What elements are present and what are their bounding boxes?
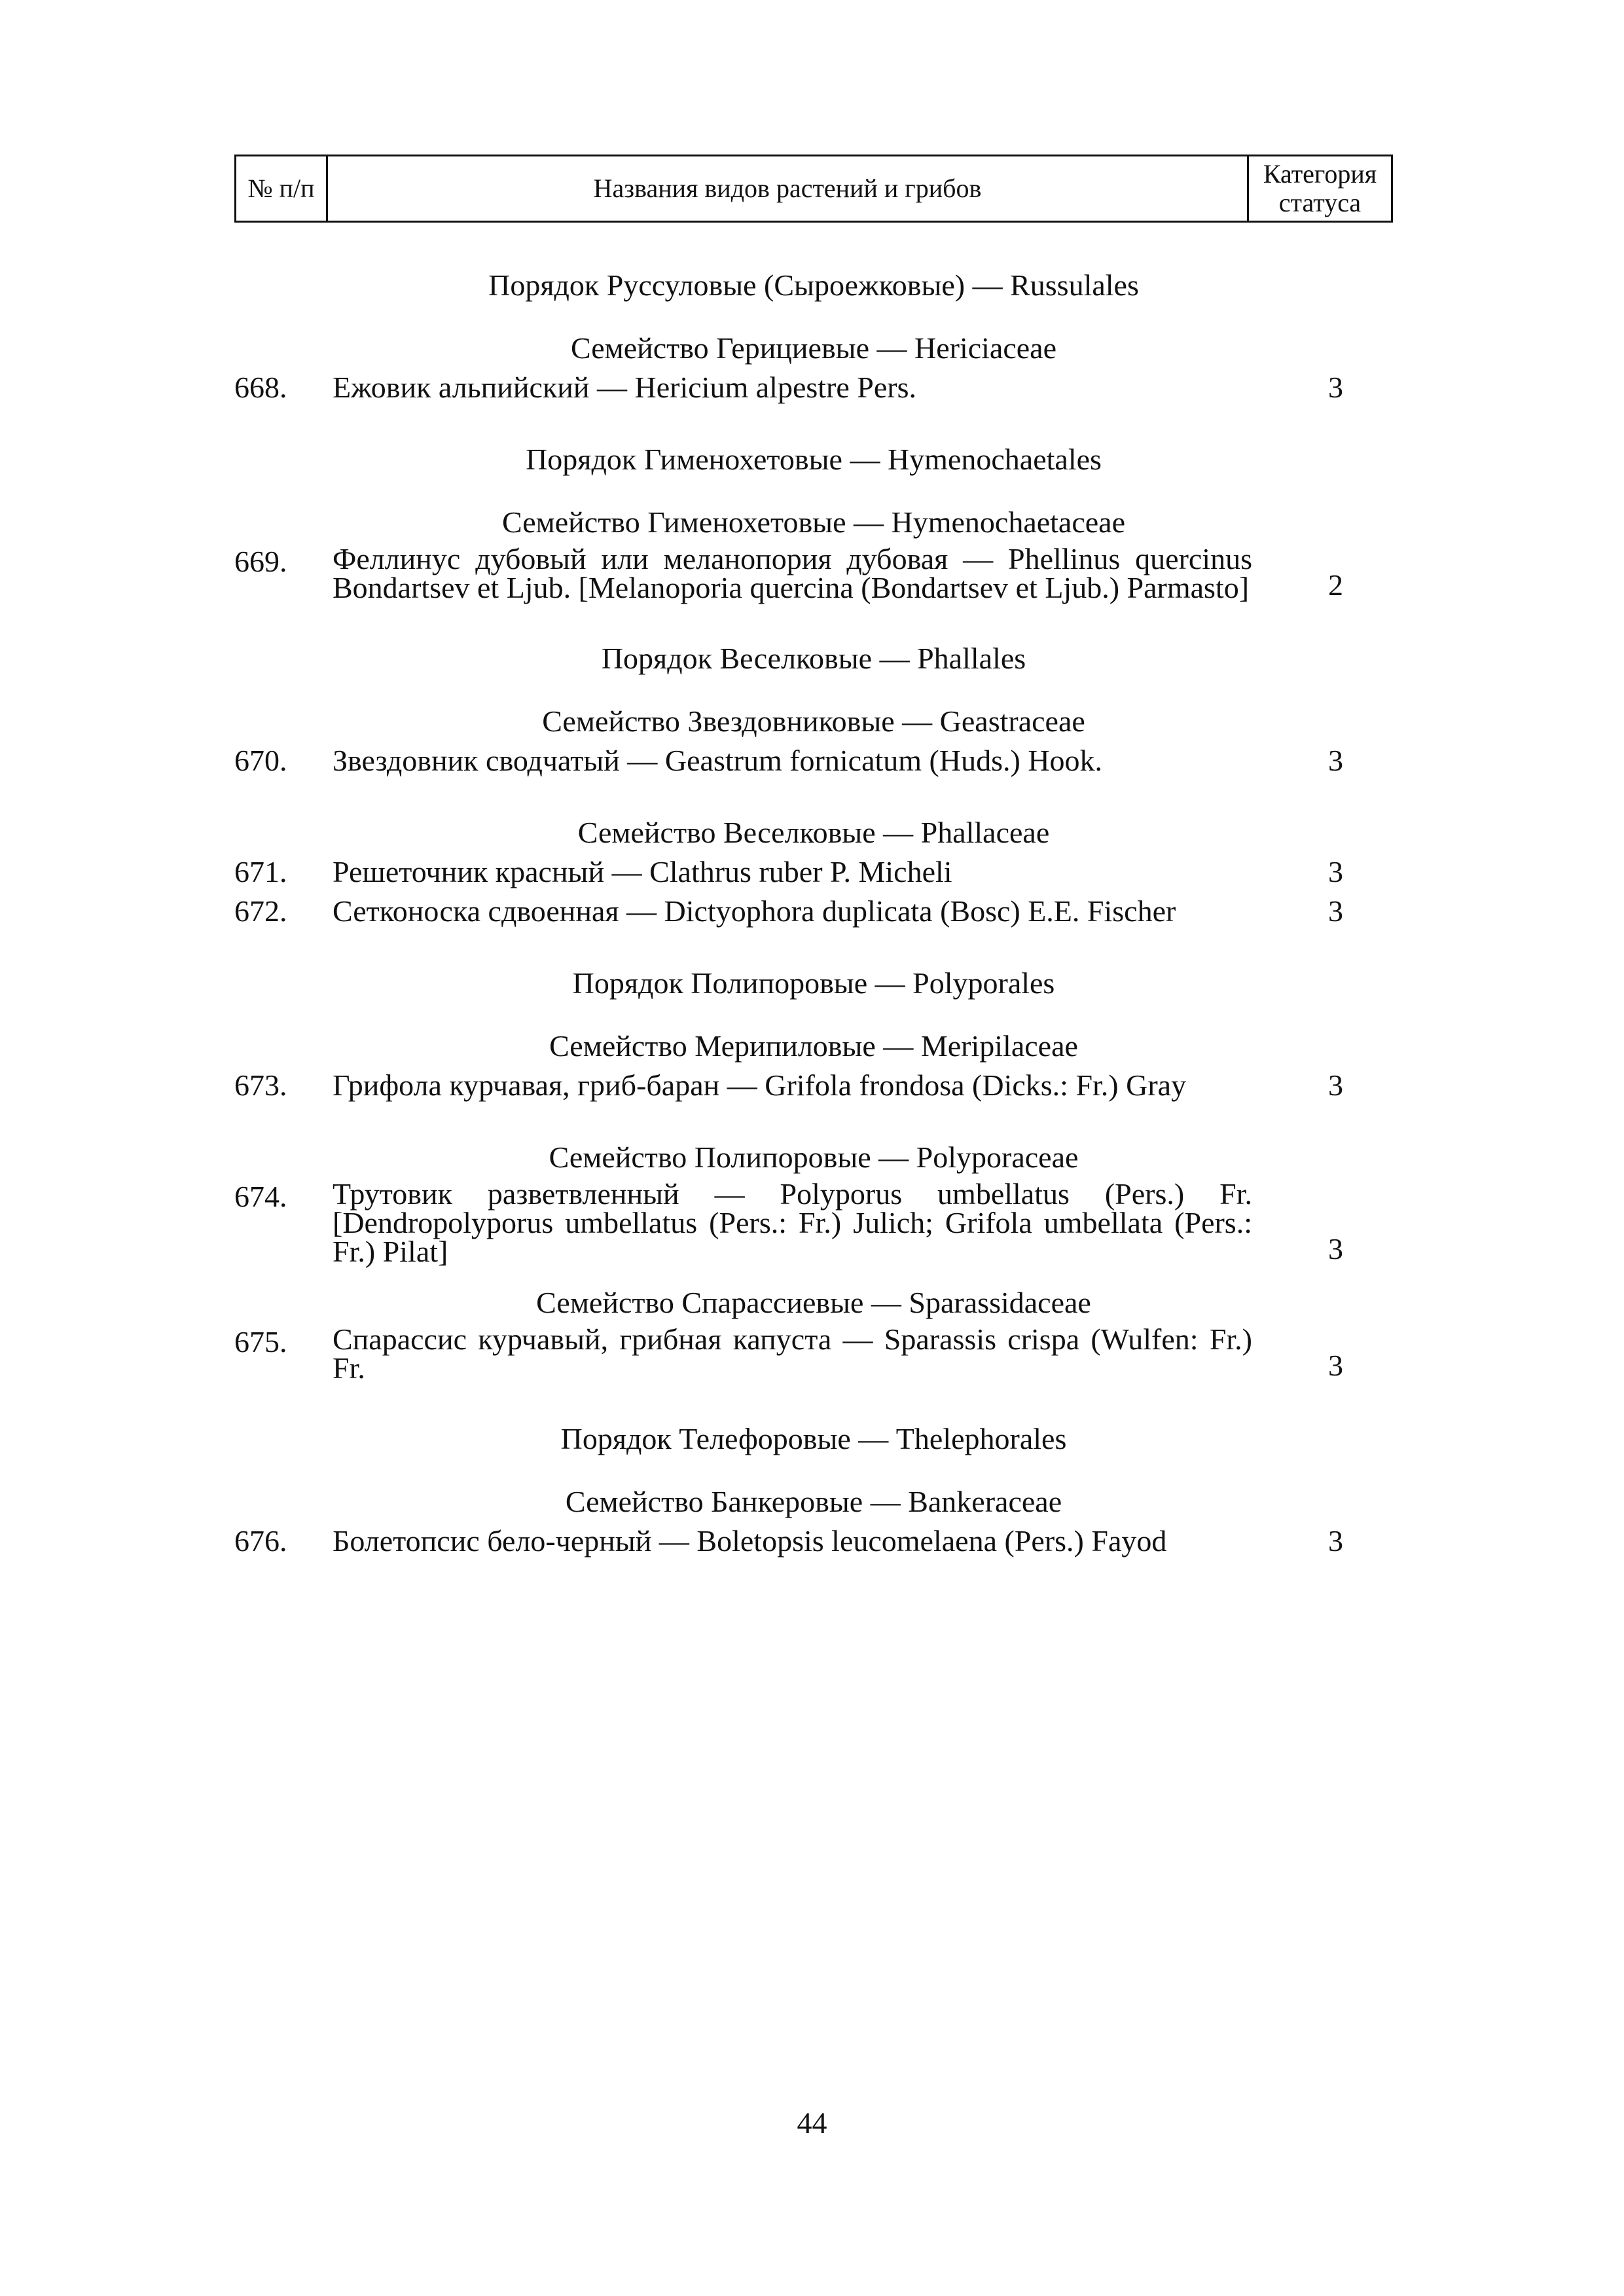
entry-text: Сетконоска сдвоенная — Dictyophora duplicata (Bosc) E.E. Fischer	[333, 894, 1176, 928]
header-name: Названия видов растений и грибов	[593, 173, 982, 203]
entry-text: Феллинус дубовый или меланопория дубовая — Phellinus quercinus Bondartsev et Ljub. [Melanoporia quercina (Bondartsev et Ljub.) Parmasto]	[333, 542, 1252, 604]
entry-category: 3	[1328, 1232, 1343, 1266]
family-heading: Семейство Гименохетовые — Hymenochaetaceae	[501, 505, 1126, 539]
page-number: 44	[797, 2106, 827, 2140]
header-number: № п/п	[236, 156, 328, 221]
entry-number: 670.	[234, 744, 287, 777]
list-item	[234, 855, 1393, 889]
family-heading: Семейство Банкеровые — Bankeraceae	[565, 1485, 1062, 1518]
entry-text: Болетопсис бело-черный — Boletopsis leucomelaena (Pers.) Fayod	[333, 1524, 1167, 1558]
list-item	[234, 371, 1393, 405]
order-heading: Порядок Полипоровые — Polyporales	[572, 966, 1055, 1000]
header-category: Категория статуса	[1247, 156, 1391, 221]
entry-category: 3	[1328, 1349, 1343, 1382]
entry-number: 674.	[234, 1180, 287, 1213]
entry-category: 3	[1328, 894, 1343, 928]
entry-number: 669.	[234, 545, 287, 578]
entry-text: Звездовник сводчатый — Geastrum fornicatum (Huds.) Hook.	[333, 744, 1103, 777]
list-item	[234, 1322, 1393, 1385]
entry-text: Решеточник красный — Clathrus ruber P. Micheli	[333, 855, 952, 888]
family-heading: Семейство Веселковые — Phallaceae	[577, 816, 1050, 849]
list-item	[234, 894, 1393, 928]
order-heading: Порядок Гименохетовые — Hymenochaetales	[526, 443, 1102, 476]
entry-text: Трутовик разветвленный — Polyporus umbellatus (Pers.) Fr. [Dendropolyporus umbellatus (Pers.: Fr.) Julich; Grifola umbellata (Pers.: Fr.) Pilat]	[333, 1177, 1252, 1268]
entry-category: 3	[1328, 1068, 1343, 1102]
entry-number: 672.	[234, 894, 287, 928]
entry-number: 671.	[234, 855, 287, 888]
order-heading: Порядок Руссуловые (Сыроежковые) — Russulales	[488, 268, 1139, 302]
order-heading: Порядок Веселковые — Phallales	[601, 642, 1026, 675]
entry-category: 3	[1328, 1524, 1343, 1558]
entry-number: 668.	[234, 371, 287, 404]
list-item	[234, 1177, 1393, 1268]
list-item	[234, 542, 1393, 604]
entry-number: 673.	[234, 1068, 287, 1102]
entry-category: 3	[1328, 744, 1343, 777]
species-list	[234, 244, 1393, 1558]
entry-category: 3	[1328, 371, 1343, 404]
family-heading: Семейство Спарассиевые — Sparassidaceae	[536, 1286, 1091, 1319]
entry-number: 676.	[234, 1524, 287, 1558]
entry-category: 2	[1328, 568, 1343, 602]
family-heading: Семейство Полипоровые — Polyporaceae	[549, 1140, 1079, 1174]
family-heading: Семейство Герициевые — Hericiaceae	[570, 331, 1057, 365]
family-heading: Семейство Мерипиловые — Meripilaceae	[549, 1029, 1078, 1063]
entry-category: 3	[1328, 855, 1343, 888]
entry-text: Грифола курчавая, гриб-баран — Grifola frondosa (Dicks.: Fr.) Gray	[333, 1068, 1187, 1102]
entry-number: 675.	[234, 1325, 287, 1358]
entry-text: Спарассис курчавый, грибная капуста — Sparassis crispa (Wulfen: Fr.) Fr.	[333, 1322, 1252, 1385]
family-heading: Семейство Звездовниковые — Geastraceae	[542, 704, 1085, 738]
entry-text: Ежовик альпийский — Hericium alpestre Pers.	[333, 371, 916, 404]
order-heading: Порядок Телефоровые — Thelephorales	[560, 1422, 1067, 1455]
list-item	[234, 1068, 1393, 1102]
table-header	[234, 155, 1393, 223]
list-item	[234, 744, 1393, 778]
list-item	[234, 1524, 1393, 1558]
